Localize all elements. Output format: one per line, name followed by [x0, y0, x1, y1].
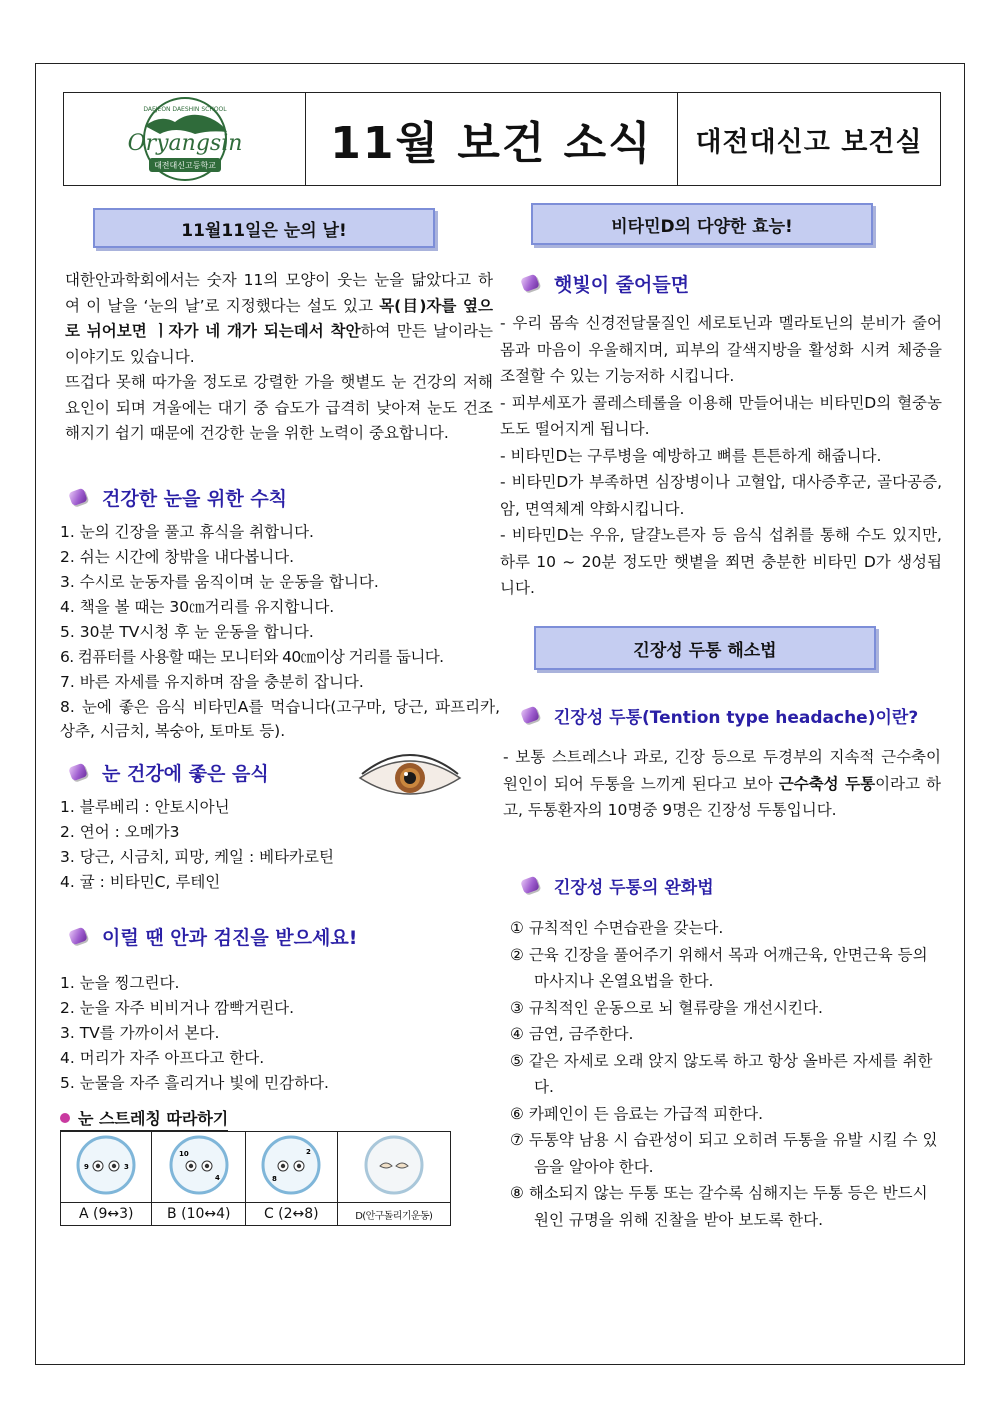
- logo-arc-text: DAEJEON DAESHIN SCHOOL: [142, 106, 227, 113]
- list-item: - 비타민D는 구루병을 예방하고 뼈를 튼튼하게 해줍니다.: [500, 446, 882, 465]
- stretch-cell-d: [337, 1132, 450, 1203]
- clock-face-icon: [75, 1134, 137, 1196]
- headache-definition-bold: 근수축성 두통: [778, 774, 876, 793]
- gem-icon: [68, 488, 90, 508]
- list-item: 1. 블루베리 : 안토시아닌: [60, 798, 230, 816]
- list-item: 1. 눈을 찡그린다.: [60, 974, 180, 992]
- list-item: 3. TV를 가까이서 본다.: [60, 1024, 220, 1042]
- rules-heading: [68, 484, 287, 511]
- eye-day-text-b: 하여 만든 날이라는 이야기도 있습니다.: [65, 322, 493, 366]
- eye-day-paragraph-2: 뜨겁다 못해 따가울 정도로 강렬한 가을 햇볕도 눈 건강의 저해요인이 되며 겨울에는 대기 중 습도가 급격히 낮아져 눈도 건조해지기 쉽기 때문에 건강한 눈을 위한 노력이 중요합니다.: [65, 373, 493, 442]
- list-item: ⑥ 카페인이 든 음료는 가급적 피한다.: [510, 1104, 764, 1123]
- clock-number: 10: [178, 1150, 189, 1158]
- title-cell: [306, 93, 678, 185]
- list-item: 2. 쉬는 시간에 창밖을 내다봅니다.: [60, 548, 295, 566]
- list-item: ② 근육 긴장을 풀어주기 위해서 목과 어깨근육, 안면근육 등의 마사지나 온열요법을 한다.: [510, 945, 928, 990]
- stretch-label-c: C (2↔8): [246, 1203, 337, 1226]
- relief-list: [510, 915, 942, 1233]
- relief-heading-text: 긴장성 두통의 완화법: [554, 878, 714, 898]
- header-table: [63, 92, 941, 186]
- stretch-heading-text: 눈 스트레칭 따라하기: [78, 1109, 229, 1128]
- checkup-heading: [68, 923, 357, 950]
- office-cell: [678, 93, 940, 185]
- list-item: 5. 눈물을 자주 흘리거나 빛에 민감하다.: [60, 1074, 329, 1092]
- logo-cell: [64, 93, 306, 185]
- gem-icon: [520, 706, 542, 726]
- stretch-cell-c: [246, 1132, 337, 1203]
- clock-number: 8: [272, 1175, 278, 1183]
- bullet-dot-icon: [60, 1113, 70, 1123]
- list-item: ① 규칙적인 수면습관을 갖는다.: [510, 919, 724, 937]
- list-item: ⑤ 같은 자세로 오래 앉지 않도록 하고 항상 올바른 자세를 취한다.: [510, 1051, 933, 1096]
- foods-heading: [68, 759, 269, 786]
- headache-definition-heading-text: 긴장성 두통(Tention type headache)이란?: [554, 708, 919, 728]
- list-item: ③ 규칙적인 운동으로 뇌 혈류량을 개선시킨다.: [510, 998, 823, 1017]
- stretch-label-d: D(안구돌리기운동): [337, 1203, 450, 1226]
- office-name: 대전대신고 보건실: [695, 126, 923, 158]
- list-item: 5. 30분 TV시청 후 눈 운동을 합니다.: [60, 623, 314, 641]
- checkup-list: [60, 971, 480, 1096]
- clock-number: 4: [214, 1174, 220, 1182]
- headache-definition-b: 이라고 하고, 두통환자의 10명중 9명은 긴장성 두통입니다.: [503, 774, 941, 819]
- clock-face-icon: [260, 1134, 322, 1196]
- stretch-cell-b: [152, 1132, 246, 1203]
- list-item: ⑧ 해소되지 않는 두통 또는 갈수록 심해지는 두통 등은 반드시 원인 규명을 위해 진찰을 받아 보도록 한다.: [510, 1184, 928, 1229]
- rules-list: [60, 520, 500, 695]
- list-item: - 피부세포가 콜레스테롤을 이용해 만들어내는 비타민D의 혈중농도도 떨어지게 됩니다.: [500, 393, 942, 438]
- list-item: 2. 눈을 자주 비비거나 깜빡거린다.: [60, 999, 295, 1017]
- list-item: 3. 당근, 시금치, 피망, 케일 : 베타카로틴: [60, 848, 334, 866]
- headache-definition: [503, 744, 941, 824]
- eye-day-title: 11월11일은 눈의 날!: [93, 208, 435, 248]
- eye-day-paragraph-1: [65, 268, 493, 370]
- list-item: 6. 컴퓨터를 사용할 때는 모니터와 40㎝이상 거리를 둡니다.: [60, 648, 444, 666]
- clock-face-icon: [168, 1134, 230, 1196]
- gem-icon: [68, 763, 90, 783]
- list-item: 4. 귤 : 비타민C, 루테인: [60, 873, 221, 891]
- headache-definition-a: - 보통 스트레스나 과로, 긴장 등으로 두경부의 지속적 근수축이 원인이 되어 두통을 느끼게 된다고 보아: [503, 748, 941, 793]
- relief-heading: [520, 873, 714, 898]
- school-logo: [115, 96, 255, 182]
- foods-heading-text: 눈 건강에 좋은 음식: [102, 763, 269, 785]
- list-item: ⑦ 두통약 남용 시 습관성이 되고 오히려 두통을 유발 시킬 수 있음을 알아야 한다.: [510, 1131, 938, 1176]
- vitamin-d-title: 비타민D의 다양한 효능!: [531, 203, 873, 245]
- list-item: 4. 머리가 자주 아프다고 한다.: [60, 1049, 265, 1067]
- list-item: - 비타민D가 부족하면 심장병이나 고혈압, 대사증후군, 골다공증, 암, 면역체계 약화시킵니다.: [500, 473, 942, 518]
- rules-heading-text: 건강한 눈을 위한 수칙: [102, 488, 288, 510]
- headache-definition-heading: [520, 703, 918, 728]
- list-item: 3. 수시로 눈동자를 움직이며 눈 운동을 합니다.: [60, 573, 379, 591]
- sunlight-heading: [520, 270, 689, 297]
- list-item: - 우리 몸속 신경전달물질인 세로토닌과 멜라토닌의 분비가 줄어 몸과 마음이 우울해지며, 피부의 갈색지방을 활성화 시켜 체중을 조절할 수 있는 기능저하 시킵니다.: [500, 314, 942, 385]
- list-item: 1. 눈의 긴장을 풀고 휴식을 취합니다.: [60, 523, 314, 541]
- sunlight-heading-text: 햇빛이 줄어들면: [554, 274, 690, 296]
- gem-icon: [68, 927, 90, 947]
- eye-day-text-bold: 목(目)자를 옆으로 뉘어보면 ㅣ자가 네 개가 되는데서 착안: [65, 296, 494, 340]
- clock-number: 2: [306, 1148, 312, 1156]
- list-item: 2. 연어 : 오메가3: [60, 823, 180, 841]
- foods-list: [60, 795, 480, 895]
- clock-number: 9: [84, 1163, 90, 1171]
- list-item: 4. 책을 볼 때는 30㎝거리를 유지합니다.: [60, 598, 335, 616]
- list-item: 7. 바른 자세를 유지하며 잠을 충분히 잡니다.: [60, 673, 364, 691]
- page-title: 11월 보건 소식: [330, 118, 653, 169]
- clock-closed-eyes-icon: [363, 1134, 425, 1196]
- list-item: - 비타민D는 우유, 달걀노른자 등 음식 섭취를 통해 수도 있지만, 하루 10 ~ 20분 정도만 햇볕을 쬐면 충분한 비타민 D가 생성됩니다.: [500, 526, 942, 597]
- rules-item-8: 8. 눈에 좋은 음식 비타민A를 먹습니다(고구마, 당근, 파프리카, 상추, 시금치, 복숭아, 토마토 등).: [60, 698, 500, 740]
- stretch-label-b: B (10↔4): [152, 1203, 246, 1226]
- vitamin-d-list: [500, 310, 942, 602]
- stretch-cell-a: [61, 1132, 152, 1203]
- stretch-heading: [60, 1106, 228, 1131]
- logo-ribbon-text: 대전대신고등학교: [153, 161, 216, 170]
- checkup-heading-text: 이럴 땐 안과 검진을 받으세요!: [102, 927, 358, 949]
- clock-number: 3: [124, 1163, 130, 1171]
- logo-script-text: Oryangsin: [127, 131, 242, 156]
- gem-icon: [520, 274, 542, 294]
- stretch-table: [60, 1131, 451, 1226]
- list-item: ④ 금연, 금주한다.: [510, 1025, 634, 1043]
- eye-day-text-a: 대한안과학회에서는 숫자 11의 모양이 웃는 눈을 닮았다고 하여 이 날을 ‘눈의 날’로 지정했다는 설도 있고: [65, 271, 493, 315]
- headache-title: 긴장성 두통 해소법: [534, 626, 876, 670]
- gem-icon: [520, 876, 542, 896]
- stretch-label-a: A (9↔3): [61, 1203, 152, 1226]
